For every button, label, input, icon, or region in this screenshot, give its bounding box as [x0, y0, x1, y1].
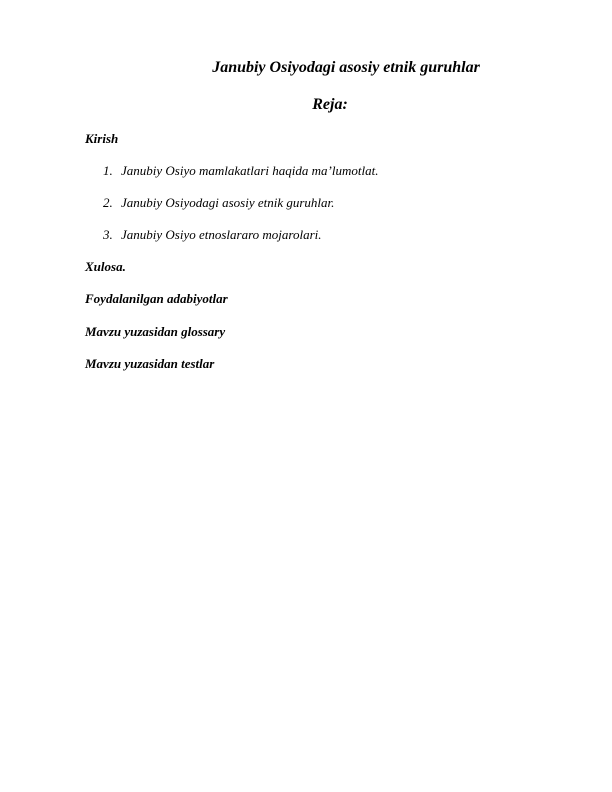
list-item [103, 162, 378, 180]
list-item-text: Janubiy Osiyodagi asosiy etnik guruhlar. [121, 195, 335, 210]
list-item-number: 3. [103, 227, 113, 242]
list-item-text: Janubiy Osiyo etnoslararo mojarolari. [121, 227, 322, 242]
list-item [103, 194, 334, 212]
references-heading: Foydalanilgan adabiyotlar [85, 291, 228, 306]
list-item-text: Janubiy Osiyo mamlakatlari haqida ma’lumotlat. [121, 163, 379, 178]
list-item [103, 226, 322, 244]
tests-heading: Mavzu yuzasidan testlar [85, 356, 215, 371]
conclusion-heading: Xulosa. [85, 259, 126, 274]
list-item-number: 1. [103, 163, 113, 178]
intro-heading: Kirish [85, 131, 119, 146]
plan-heading: Reja: [312, 96, 348, 113]
glossary-heading: Mavzu yuzasidan glossary [85, 324, 226, 339]
list-item-number: 2. [103, 195, 113, 210]
document-title: Janubiy Osiyodagi asosiy etnik guruhlar [212, 59, 480, 76]
